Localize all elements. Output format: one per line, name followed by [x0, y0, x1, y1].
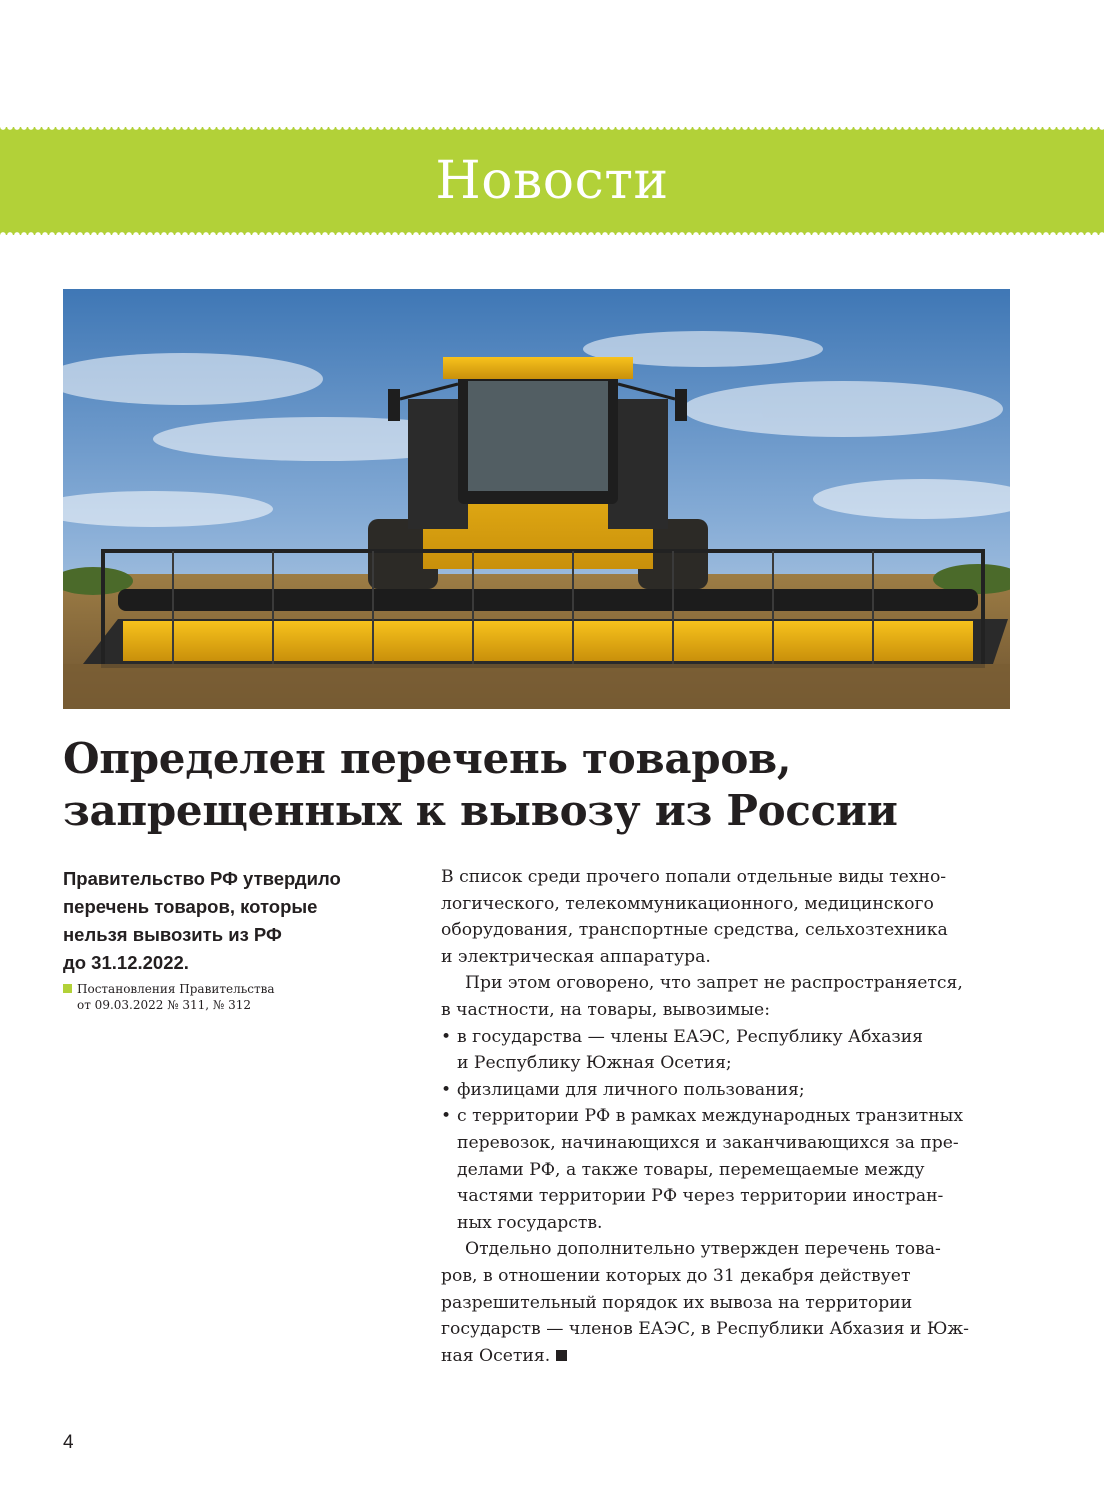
body-text: ная Осетия.: [441, 1345, 551, 1366]
headline-line: Определен перечень товаров,: [63, 734, 792, 783]
lead-line: до 31.12.2022.: [63, 952, 189, 973]
list-line: перевозок, начинающихся и заканчивающихся за пре-: [457, 1132, 959, 1153]
list-item: [441, 1103, 1013, 1236]
bullet-icon: •: [441, 1079, 452, 1100]
lead-line: нельзя вывозить из РФ: [63, 924, 282, 945]
body-line: логического, телекоммуникационного, медицинского: [441, 893, 934, 914]
article-body: [441, 864, 1013, 1369]
source-line: Постановления Правительства: [77, 982, 275, 996]
page-number: 4: [63, 1432, 74, 1453]
list-item: [441, 1077, 1013, 1104]
article-headline: [63, 733, 1053, 837]
body-line: в частности, на товары, вывозимые:: [441, 999, 770, 1020]
section-title: Новости: [435, 151, 669, 211]
body-line: ров, в отношении которых до 31 декабря действует: [441, 1265, 911, 1286]
body-line-final: [441, 1343, 1013, 1370]
exemption-list: [441, 1024, 1013, 1237]
list-line: делами РФ, а также товары, перемещаемые между: [457, 1159, 925, 1180]
body-line: При этом оговорено, что запрет не распространяется,: [465, 973, 963, 994]
list-line: [441, 1103, 1013, 1130]
article-lead: [63, 865, 393, 977]
body-line: Отдельно дополнительно утвержден перечень това-: [465, 1239, 941, 1260]
combine-harvester-photo: [63, 289, 1010, 709]
lead-line: Правительство РФ утвердило: [63, 868, 341, 889]
list-line: [441, 1077, 1013, 1104]
body-line: В список среди прочего попали отдельные виды техно-: [441, 867, 947, 887]
bullet-icon: •: [441, 1026, 452, 1047]
paragraph-1: [441, 864, 1013, 970]
lead-line: перечень товаров, которые: [63, 896, 318, 917]
banner-bottom-scallop: [0, 232, 1104, 238]
source-line: от 09.03.2022 № 311, № 312: [77, 998, 251, 1012]
bullet-icon: •: [441, 1106, 452, 1127]
list-text: физлицами для личного пользования;: [457, 1079, 805, 1100]
body-line: и электрическая аппаратура.: [441, 946, 711, 967]
list-text: в государства — члены ЕАЭС, Республику Абхазия: [457, 1026, 924, 1047]
source-reference: [63, 981, 363, 1013]
section-banner: [0, 127, 1104, 235]
end-of-article-icon: [556, 1350, 567, 1361]
body-line: разрешительный порядок их вывоза на территории: [441, 1292, 913, 1313]
list-line: ных государств.: [457, 1212, 603, 1233]
body-line: оборудования, транспортные средства, сельхозтехника: [441, 920, 948, 941]
body-line: государств — членов ЕАЭС, в Республики Абхазия и Юж-: [441, 1319, 969, 1340]
green-square-marker: [63, 984, 72, 993]
list-line: частями территории РФ через территории иностран-: [457, 1186, 944, 1207]
paragraph-2: [441, 970, 1013, 1023]
headline-line: запрещенных к вывозу из России: [63, 786, 898, 835]
paragraph-3: [441, 1236, 1013, 1369]
list-line: и Республику Южная Осетия;: [457, 1053, 732, 1074]
list-text: с территории РФ в рамках международных транзитных: [457, 1106, 964, 1127]
list-item: [441, 1024, 1013, 1077]
list-line: [441, 1024, 1013, 1051]
